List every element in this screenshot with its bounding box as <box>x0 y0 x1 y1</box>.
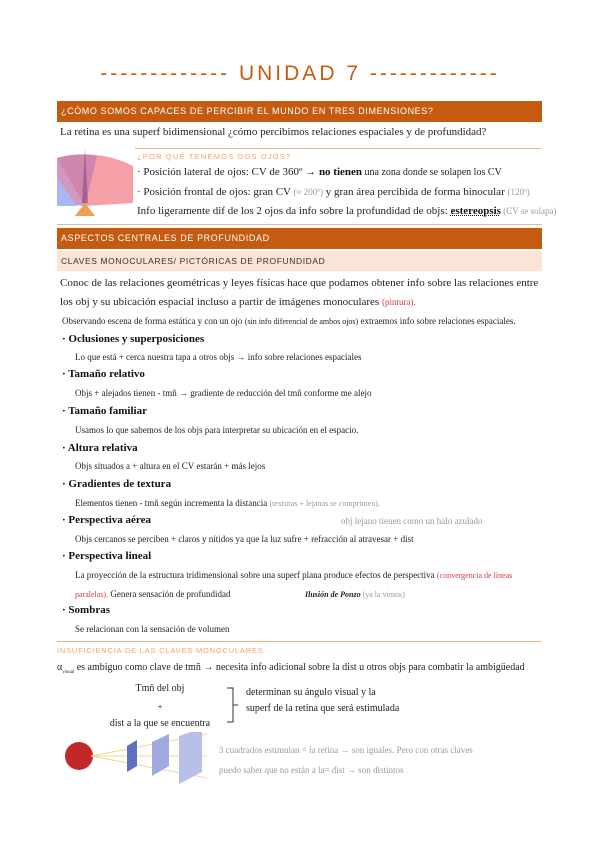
intro-text: La retina es una superf bidimensional ¿cómo percibimos relaciones espaciales y de profundidad? <box>60 126 487 138</box>
divider <box>57 641 542 642</box>
why-two-eyes-heading: ¿POR QUÉ TENEMOS DOS OJOS? <box>137 152 292 161</box>
cue-title: · Tamaño relativo <box>62 368 145 380</box>
ponzo-note: Ilusión de Ponzo (ya la vimos) <box>305 590 405 599</box>
divider <box>57 224 542 225</box>
cue-desc: Lo que está + cerca nuestra tapa a otros objs → info sobre relaciones espaciales <box>75 352 362 362</box>
cue-desc-cont: paralelas). Genera sensación de profundidad <box>75 589 231 599</box>
section-header-depth: ASPECTOS CENTRALES DE PROFUNDIDAD <box>57 228 542 249</box>
cue-title: · Perspectiva aérea <box>62 514 151 526</box>
subheader-monocular: CLAVES MONOCULARES/ PICTÓRICAS DE PROFUNDIDAD <box>57 251 542 271</box>
cue-desc: Elementos tienen - tmñ según incrementa la distancia (texturas + lejanas se comprimen). <box>75 498 380 508</box>
cue-desc: Objs + alejados tienen - tmñ → gradiente de reducción del tmñ conforme me alejo <box>75 388 372 398</box>
cue-title: · Altura relativa <box>62 442 138 454</box>
cue-title: · Tamaño familiar <box>62 405 147 417</box>
cue-title: · Gradientes de textura <box>62 478 172 490</box>
cue-desc: Objs situados a + altura en el CV estarán + más lejos <box>75 461 266 471</box>
intro-line-2: los obj y su ubicación espacial incluso a partir de imágenes monoculares (pintura). <box>60 296 416 308</box>
eye-squares-diagram <box>57 732 207 792</box>
cue-side-note: obj lejano tienen como un halo azulado <box>341 516 483 526</box>
cue-desc: Se relacionan con la sensación de volumen <box>75 624 230 634</box>
stereopsis-line: Info ligeramente dif de los 2 ojos da info sobre la profundidad de objs: estereopsis (CV se solapa) <box>137 205 557 217</box>
squares-note-1: 3 cuadrados estimulan = la retina → son iguales. Pero con otras claves <box>219 745 473 755</box>
size-label: Tmñ del obj <box>135 683 185 694</box>
section-header-3d: ¿CÓMO SOMOS CAPACES DE PERCIBIR EL MUNDO EN TRES DIMENSIONES? <box>57 101 542 122</box>
intro-line-1: Conoc de las relaciones geométricas y leyes físicas hace que podamos obtener info sobre las relaciones entre <box>60 277 539 289</box>
squares-note-2: puedo saber que no están a la= dist → son distintos <box>219 765 404 775</box>
cue-desc: La proyección de la estructura tridimensional sobre una superf plana produce efectos de perspectiva (convergencia de líneas <box>75 570 513 580</box>
cue-desc: Usamos lo que sabemos de los objs para interpretar su ubicación en el espacio. <box>75 425 359 435</box>
brace-icon <box>225 687 239 723</box>
visual-field-diagram <box>57 148 133 216</box>
divider <box>135 148 541 149</box>
cue-desc: Objs cercanos se perciben + claros y nítidos ya que la luz sufre + refracción al atravesar + dist <box>75 534 414 544</box>
alpha-line: $\alpha_{visual}$ es ambiguo como clave de tmñ → necesita info adicional sobre la dist u otros objs para combatir la ambigüedad <box>57 662 525 675</box>
brace-text-1: determinan su ángulo visual y la <box>246 687 376 698</box>
insufficiency-heading: INSUFICIENCIA DE LAS CLAVES MONOCULARES <box>57 646 264 655</box>
cue-title: · Oclusiones y superposiciones <box>62 333 205 345</box>
distance-label: dist a la que se encuentra <box>109 718 211 729</box>
intro-line-3: Observando escena de forma estática y con un ojo (sin info diferencial de ambos ojos) extraemos info sobre relaciones espaciales. <box>62 316 516 326</box>
cue-title: · Sombras <box>62 604 110 616</box>
lateral-eyes-line: · Posición lateral de ojos: CV de 360º → no tienen una zona donde se solapen los CV <box>137 166 502 178</box>
frontal-eyes-line: · Posición frontal de ojos: gran CV (≈ 200º) y gran área percibida de forma binocular (120º) <box>137 186 530 198</box>
plus-sign: + <box>157 702 163 712</box>
cue-title: · Perspectiva lineal <box>62 550 152 562</box>
unit-title: ------------- UNIDAD 7 ------------- <box>100 62 500 85</box>
brace-text-2: superf de la retina que será estimulada <box>246 703 400 714</box>
